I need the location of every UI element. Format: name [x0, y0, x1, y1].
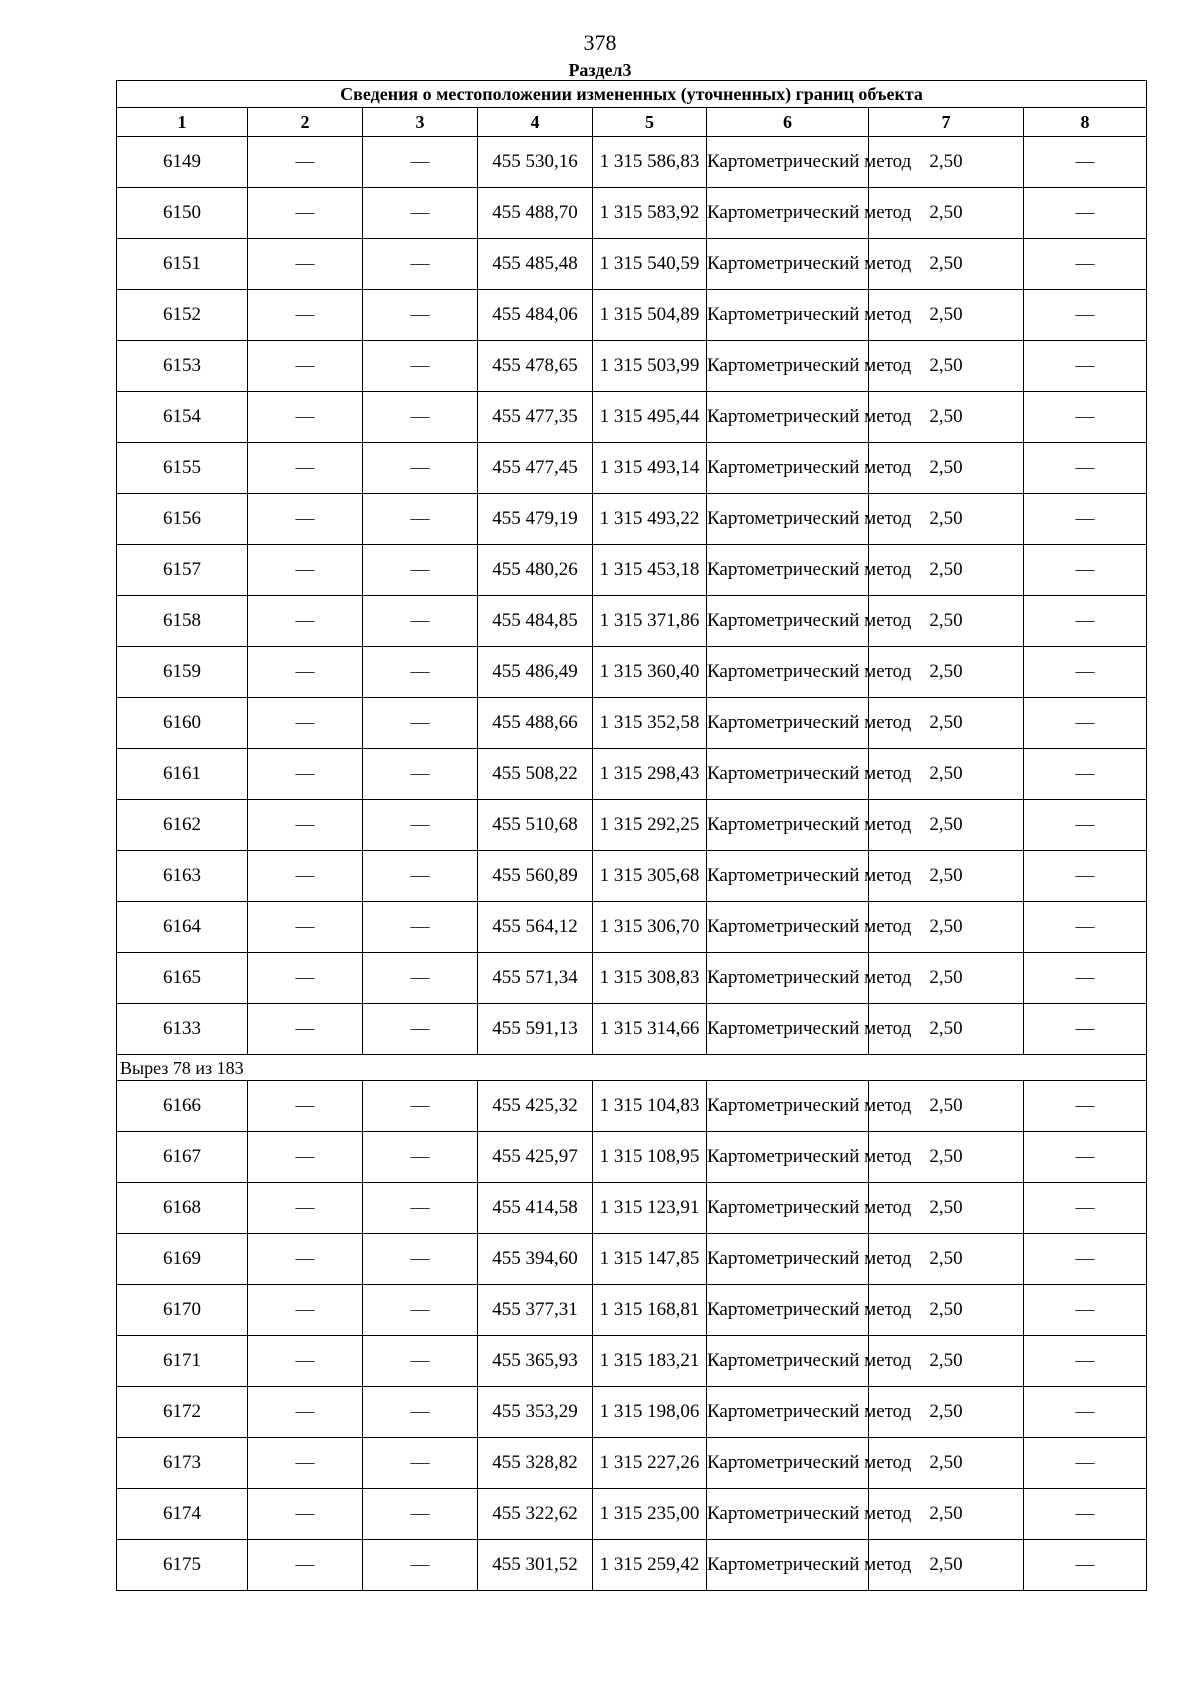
table-cell: 6133: [117, 1004, 248, 1055]
table-cell: 6149: [117, 137, 248, 188]
table-cell: 6158: [117, 596, 248, 647]
table-cell: —: [363, 596, 478, 647]
table-cell: —: [363, 443, 478, 494]
table-cell: —: [248, 188, 363, 239]
table-row: [117, 1438, 1147, 1489]
table-row: [117, 494, 1147, 545]
table-cell: 2,50: [869, 1438, 1024, 1489]
table-cell: 455 591,13: [478, 1004, 593, 1055]
table-row: [117, 953, 1147, 1004]
table-cell: 455 510,68: [478, 800, 593, 851]
table-cell: —: [248, 1336, 363, 1387]
table-cell: 1 315 183,21: [593, 1336, 707, 1387]
table-cell: Картометрический метод: [707, 239, 869, 290]
table-cell: —: [363, 1004, 478, 1055]
table-cell: 6171: [117, 1336, 248, 1387]
table-cell: 2,50: [869, 1285, 1024, 1336]
table-cell: 2,50: [869, 902, 1024, 953]
table-cell: —: [363, 953, 478, 1004]
table-cell: —: [248, 137, 363, 188]
table-cell: 1 315 123,91: [593, 1183, 707, 1234]
table-cell: —: [248, 1285, 363, 1336]
table-cell: —: [1024, 698, 1147, 749]
section-title: Раздел3: [568, 60, 632, 80]
table-cell: Картометрический метод: [707, 1081, 869, 1132]
table-cell: Картометрический метод: [707, 1234, 869, 1285]
table-cell: 455 365,93: [478, 1336, 593, 1387]
table-cell: Картометрический метод: [707, 494, 869, 545]
table-cell: —: [363, 494, 478, 545]
table-cell: —: [1024, 494, 1147, 545]
table-cell: 6167: [117, 1132, 248, 1183]
table-cell: 1 315 504,89: [593, 290, 707, 341]
table-cell: 455 353,29: [478, 1387, 593, 1438]
page-number: 378: [583, 30, 617, 55]
table-cell: 455 477,35: [478, 392, 593, 443]
table-cell: Картометрический метод: [707, 953, 869, 1004]
table-cell: Картометрический метод: [707, 596, 869, 647]
table-cell: —: [248, 1004, 363, 1055]
table-cell: 2,50: [869, 1004, 1024, 1055]
table-cell: 6172: [117, 1387, 248, 1438]
table-cell: 1 315 168,81: [593, 1285, 707, 1336]
table-cell: Картометрический метод: [707, 290, 869, 341]
table-row: [117, 1336, 1147, 1387]
table-cell: 1 315 305,68: [593, 851, 707, 902]
table-cell: Картометрический метод: [707, 902, 869, 953]
table-cell: 2,50: [869, 596, 1024, 647]
table-cell: —: [248, 494, 363, 545]
table-cell: —: [1024, 800, 1147, 851]
table-cell: 6161: [117, 749, 248, 800]
table-cell: Картометрический метод: [707, 137, 869, 188]
table-cell: 1 315 259,42: [593, 1540, 707, 1591]
table-row: [117, 902, 1147, 953]
table-cell: 1 315 292,25: [593, 800, 707, 851]
table-row: [117, 1489, 1147, 1540]
table-cell: 1 315 493,14: [593, 443, 707, 494]
table-cell: 6162: [117, 800, 248, 851]
table-cell: 1 315 360,40: [593, 647, 707, 698]
table-cell: 455 425,97: [478, 1132, 593, 1183]
table-cell: Картометрический метод: [707, 1540, 869, 1591]
table-cell: Картометрический метод: [707, 1438, 869, 1489]
table-cell: —: [1024, 647, 1147, 698]
column-number: 5: [593, 108, 707, 137]
table-cell: —: [248, 953, 363, 1004]
table-cell: 2,50: [869, 1336, 1024, 1387]
table-cell: 455 425,32: [478, 1081, 593, 1132]
table-row: [117, 1081, 1147, 1132]
table-cell: 1 315 227,26: [593, 1438, 707, 1489]
column-number: 1: [117, 108, 248, 137]
table-row: [117, 1132, 1147, 1183]
table-cell: 2,50: [869, 494, 1024, 545]
table-cell: —: [248, 596, 363, 647]
table-cell: 2,50: [869, 1081, 1024, 1132]
table-cell: —: [248, 1081, 363, 1132]
table-cell: 6154: [117, 392, 248, 443]
table-cell: 455 322,62: [478, 1489, 593, 1540]
table-cell: 6151: [117, 239, 248, 290]
table-cell: 6168: [117, 1183, 248, 1234]
column-number: 8: [1024, 108, 1147, 137]
table-body: [117, 137, 1147, 1591]
table-cell: 1 315 493,22: [593, 494, 707, 545]
table-cell: 1 315 308,83: [593, 953, 707, 1004]
table-cell: 455 479,19: [478, 494, 593, 545]
table-cell: 455 486,49: [478, 647, 593, 698]
table-cell: —: [1024, 749, 1147, 800]
table-cell: —: [363, 1438, 478, 1489]
table-cell: —: [248, 290, 363, 341]
table-cell: 6153: [117, 341, 248, 392]
table-cell: 6175: [117, 1540, 248, 1591]
table-cell: —: [248, 647, 363, 698]
table-cell: 2,50: [869, 647, 1024, 698]
table-cell: 455 328,82: [478, 1438, 593, 1489]
table-row: [117, 698, 1147, 749]
table-row: [117, 1004, 1147, 1055]
table-row: [117, 137, 1147, 188]
table-cell: 455 377,31: [478, 1285, 593, 1336]
table-cell: —: [363, 851, 478, 902]
table-row: [117, 1387, 1147, 1438]
table-cell: 1 315 371,86: [593, 596, 707, 647]
table-cell: 2,50: [869, 1489, 1024, 1540]
table-cell: 455 485,48: [478, 239, 593, 290]
table-cell: —: [1024, 239, 1147, 290]
table-cell: 6169: [117, 1234, 248, 1285]
table-cell: 2,50: [869, 290, 1024, 341]
table-cell: 6155: [117, 443, 248, 494]
table-cell: Картометрический метод: [707, 1132, 869, 1183]
table-cell: Картометрический метод: [707, 1285, 869, 1336]
cut-label: Вырез 78 из 183: [117, 1055, 1147, 1081]
table-cell: 6165: [117, 953, 248, 1004]
table-cell: 1 315 147,85: [593, 1234, 707, 1285]
table-cell: 2,50: [869, 239, 1024, 290]
table-cell: 1 315 586,83: [593, 137, 707, 188]
table-cell: —: [1024, 188, 1147, 239]
table-cell: 455 488,66: [478, 698, 593, 749]
table-cell: 6163: [117, 851, 248, 902]
table-cell: —: [363, 647, 478, 698]
table-cell: 455 571,34: [478, 953, 593, 1004]
table-cell: —: [1024, 545, 1147, 596]
boundary-coordinates-table: [116, 80, 1147, 1591]
table-cell: 455 564,12: [478, 902, 593, 953]
table-cell: 455 484,06: [478, 290, 593, 341]
table-cell: —: [248, 1540, 363, 1591]
table-cell: 6150: [117, 188, 248, 239]
table-cell: —: [363, 1336, 478, 1387]
table-cell: 455 477,45: [478, 443, 593, 494]
table-cell: Картометрический метод: [707, 1004, 869, 1055]
table-cell: —: [363, 1489, 478, 1540]
column-number: 4: [478, 108, 593, 137]
table-cell: —: [248, 1132, 363, 1183]
table-cell: 1 315 306,70: [593, 902, 707, 953]
table-cell: 6152: [117, 290, 248, 341]
table-cell: Картометрический метод: [707, 1336, 869, 1387]
table-cell: —: [1024, 1540, 1147, 1591]
table-row: [117, 800, 1147, 851]
table-cell: —: [363, 1183, 478, 1234]
table-cell: Картометрический метод: [707, 545, 869, 596]
table-cell: —: [1024, 1234, 1147, 1285]
table-cell: —: [363, 1540, 478, 1591]
table-cell: Картометрический метод: [707, 698, 869, 749]
table-row: [117, 188, 1147, 239]
table-cell: —: [1024, 341, 1147, 392]
table-cell: 6164: [117, 902, 248, 953]
table-cell: —: [363, 188, 478, 239]
table-cell: 2,50: [869, 698, 1024, 749]
table-cell: 2,50: [869, 545, 1024, 596]
table-cell: 2,50: [869, 953, 1024, 1004]
table-cell: 1 315 108,95: [593, 1132, 707, 1183]
table-cell: 2,50: [869, 137, 1024, 188]
table-cell: 1 315 314,66: [593, 1004, 707, 1055]
table-cell: —: [363, 1285, 478, 1336]
table-row: [117, 443, 1147, 494]
table-cell: 6160: [117, 698, 248, 749]
table-cell: —: [1024, 392, 1147, 443]
table-cell: 1 315 453,18: [593, 545, 707, 596]
table-row: [117, 239, 1147, 290]
table-cell: —: [363, 545, 478, 596]
table-cell: 2,50: [869, 851, 1024, 902]
table-cell: —: [248, 341, 363, 392]
table-cell: 455 414,58: [478, 1183, 593, 1234]
table-cell: —: [363, 341, 478, 392]
table-cell: —: [1024, 1336, 1147, 1387]
table-cell: Картометрический метод: [707, 392, 869, 443]
table-cell: 455 560,89: [478, 851, 593, 902]
table-cell: —: [363, 290, 478, 341]
table-row: [117, 647, 1147, 698]
table-cell: 6156: [117, 494, 248, 545]
table-cell: Картометрический метод: [707, 443, 869, 494]
table-row: [117, 596, 1147, 647]
table-cell: —: [248, 698, 363, 749]
table-row: [117, 290, 1147, 341]
column-number: 2: [248, 108, 363, 137]
table-cell: —: [363, 239, 478, 290]
table-cell: 6173: [117, 1438, 248, 1489]
table-cell: 2,50: [869, 1183, 1024, 1234]
table-row: [117, 1183, 1147, 1234]
table-cell: —: [363, 698, 478, 749]
table-cell: —: [363, 392, 478, 443]
table-row: [117, 341, 1147, 392]
column-number: 7: [869, 108, 1024, 137]
table-cell: 1 315 583,92: [593, 188, 707, 239]
table-cell: 455 394,60: [478, 1234, 593, 1285]
table-cell: 2,50: [869, 188, 1024, 239]
table-cell: 455 530,16: [478, 137, 593, 188]
table-cell: 2,50: [869, 341, 1024, 392]
table-cell: —: [1024, 1438, 1147, 1489]
table-row: [117, 749, 1147, 800]
table-cell: —: [1024, 1285, 1147, 1336]
table-row: [117, 392, 1147, 443]
table-cell: 1 315 352,58: [593, 698, 707, 749]
table-cell: —: [248, 239, 363, 290]
table-cell: Картометрический метод: [707, 1387, 869, 1438]
table-cell: —: [248, 800, 363, 851]
table-cell: —: [1024, 851, 1147, 902]
table-cell: 1 315 104,83: [593, 1081, 707, 1132]
table-cell: —: [1024, 953, 1147, 1004]
column-number: 3: [363, 108, 478, 137]
table-cell: —: [1024, 1004, 1147, 1055]
table-cell: —: [1024, 1489, 1147, 1540]
table-cell: 2,50: [869, 1132, 1024, 1183]
table-cell: 1 315 198,06: [593, 1387, 707, 1438]
table-cell: 455 480,26: [478, 545, 593, 596]
table-cell: —: [1024, 1132, 1147, 1183]
table-cell: 1 315 495,44: [593, 392, 707, 443]
table-cell: Картометрический метод: [707, 1183, 869, 1234]
table-cell: —: [363, 1132, 478, 1183]
table-cell: 455 484,85: [478, 596, 593, 647]
table-cell: —: [248, 902, 363, 953]
table-cell: 6157: [117, 545, 248, 596]
table-cell: Картометрический метод: [707, 749, 869, 800]
cut-label-row: [117, 1055, 1147, 1081]
table-cell: 2,50: [869, 1387, 1024, 1438]
table-cell: Картометрический метод: [707, 188, 869, 239]
table-cell: —: [248, 749, 363, 800]
table-cell: Картометрический метод: [707, 647, 869, 698]
table-row: [117, 1285, 1147, 1336]
table-cell: —: [1024, 443, 1147, 494]
table-cell: —: [248, 443, 363, 494]
table-row: [117, 1234, 1147, 1285]
table-row: [117, 851, 1147, 902]
table-cell: —: [248, 1183, 363, 1234]
table-row: [117, 545, 1147, 596]
table-cell: —: [363, 1387, 478, 1438]
table-cell: —: [363, 137, 478, 188]
column-number: 6: [707, 108, 869, 137]
table-cell: 455 478,65: [478, 341, 593, 392]
table-cell: —: [1024, 1387, 1147, 1438]
table-cell: —: [248, 1234, 363, 1285]
table-caption: Сведения о местоположении измененных (уточненных) границ объекта: [117, 81, 1147, 108]
table-cell: 6159: [117, 647, 248, 698]
table-cell: 6174: [117, 1489, 248, 1540]
table-cell: 2,50: [869, 1540, 1024, 1591]
table-cell: 2,50: [869, 749, 1024, 800]
table-cell: 2,50: [869, 392, 1024, 443]
table-cell: —: [1024, 596, 1147, 647]
table-cell: 1 315 503,99: [593, 341, 707, 392]
table-cell: —: [248, 1489, 363, 1540]
table-cell: 1 315 235,00: [593, 1489, 707, 1540]
table-cell: —: [363, 800, 478, 851]
table-cell: 6166: [117, 1081, 248, 1132]
table-cell: —: [1024, 290, 1147, 341]
table-cell: Картометрический метод: [707, 341, 869, 392]
table-cell: —: [248, 851, 363, 902]
table-cell: 455 508,22: [478, 749, 593, 800]
table-cell: —: [363, 1234, 478, 1285]
column-number-row: [117, 108, 1147, 137]
table-cell: 455 301,52: [478, 1540, 593, 1591]
table-cell: —: [1024, 1081, 1147, 1132]
table-cell: 2,50: [869, 800, 1024, 851]
table-cell: —: [1024, 1183, 1147, 1234]
table-cell: —: [363, 902, 478, 953]
table-cell: —: [363, 1081, 478, 1132]
table-cell: —: [363, 749, 478, 800]
table-cell: Картометрический метод: [707, 851, 869, 902]
table-cell: —: [248, 1438, 363, 1489]
table-row: [117, 1540, 1147, 1591]
table-cell: —: [248, 1387, 363, 1438]
table-cell: 2,50: [869, 1234, 1024, 1285]
table-cell: 1 315 298,43: [593, 749, 707, 800]
table-cell: —: [248, 545, 363, 596]
table-cell: 1 315 540,59: [593, 239, 707, 290]
table-cell: —: [248, 392, 363, 443]
table-cell: —: [1024, 137, 1147, 188]
table-cell: 2,50: [869, 443, 1024, 494]
table-cell: Картометрический метод: [707, 800, 869, 851]
table-cell: —: [1024, 902, 1147, 953]
table-cell: Картометрический метод: [707, 1489, 869, 1540]
table-cell: 455 488,70: [478, 188, 593, 239]
table-cell: 6170: [117, 1285, 248, 1336]
